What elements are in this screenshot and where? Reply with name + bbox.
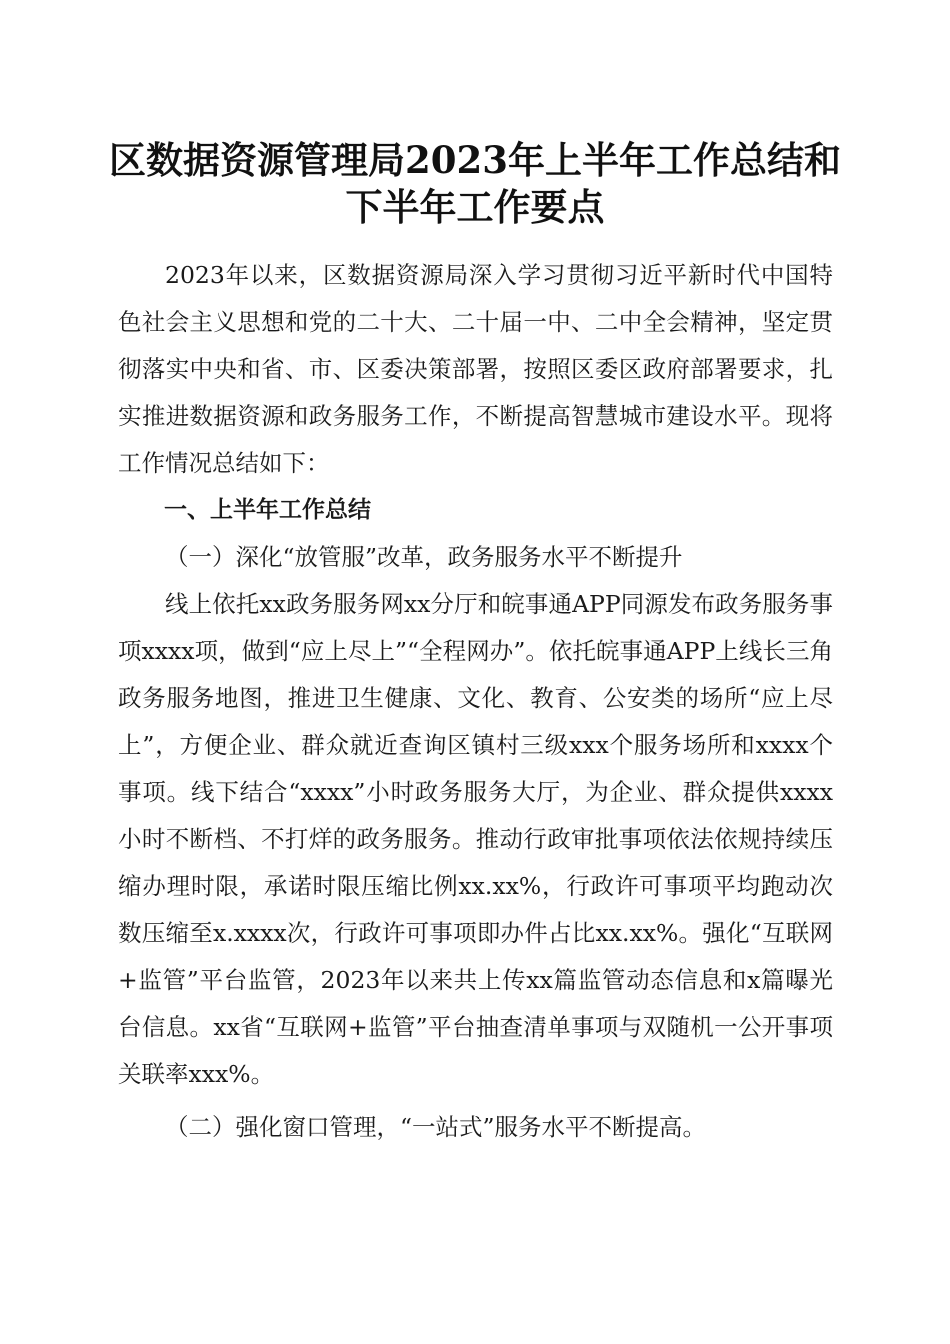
document-title-line-1: 区数据资源管理局2023年上半年工作总结和: [109, 138, 841, 182]
subsection-1-heading: （一）深化“放管服”改革，政务服务水平不断提升: [165, 543, 683, 571]
subsection-2-heading: （二）强化窗口管理，“一站式”服务水平不断提高。: [165, 1113, 707, 1141]
intro-paragraph: 2023年以来，区数据资源局深入学习贯彻习近平新时代中国特色社会主义思想和党的二十大、二十届一中、二中全会精神，坚定贯彻落实中央和省、市、区委决策部署，按照区委区政府部署要求，扎实推进数据资源和政务服务工作，不断提高智慧城市建设水平。现将工作情况总结如下：: [118, 261, 833, 477]
subsection-1-paragraph: 线上依托xx政务服务网xx分厅和皖事通APP同源发布政务服务事项xxxx项，做到“应上尽上”“全程网办”。依托皖事通APP上线长三角政务服务地图，推进卫生健康、文化、教育、公安类的场所“应上尽上”，方便企业、群众就近查询区镇村三级xxx个服务场所和xxxx个事项。线下结合“xxxx”小时政务服务大厅，为企业、群众提供xxxx小时不断档、不打烊的政务服务。推动行政审批事项依法依规持续压缩办理时限，承诺时限压缩比例xx.xx%，行政许可事项平均跑动次数压缩至x.xxxx次，行政许可事项即办件占比xx.xx%。强化“互联网+监管”平台监管，2023年以来共上传xx篇监管动态信息和x篇曝光台信息。xx省“互联网+监管”平台抽查清单事项与双随机一公开事项关联率xxx%。: [118, 590, 833, 1088]
section-1-heading: 一、上半年工作总结: [164, 497, 371, 523]
document-body: [118, 252, 833, 1151]
document-title-line-2: 下半年工作要点: [345, 185, 605, 229]
